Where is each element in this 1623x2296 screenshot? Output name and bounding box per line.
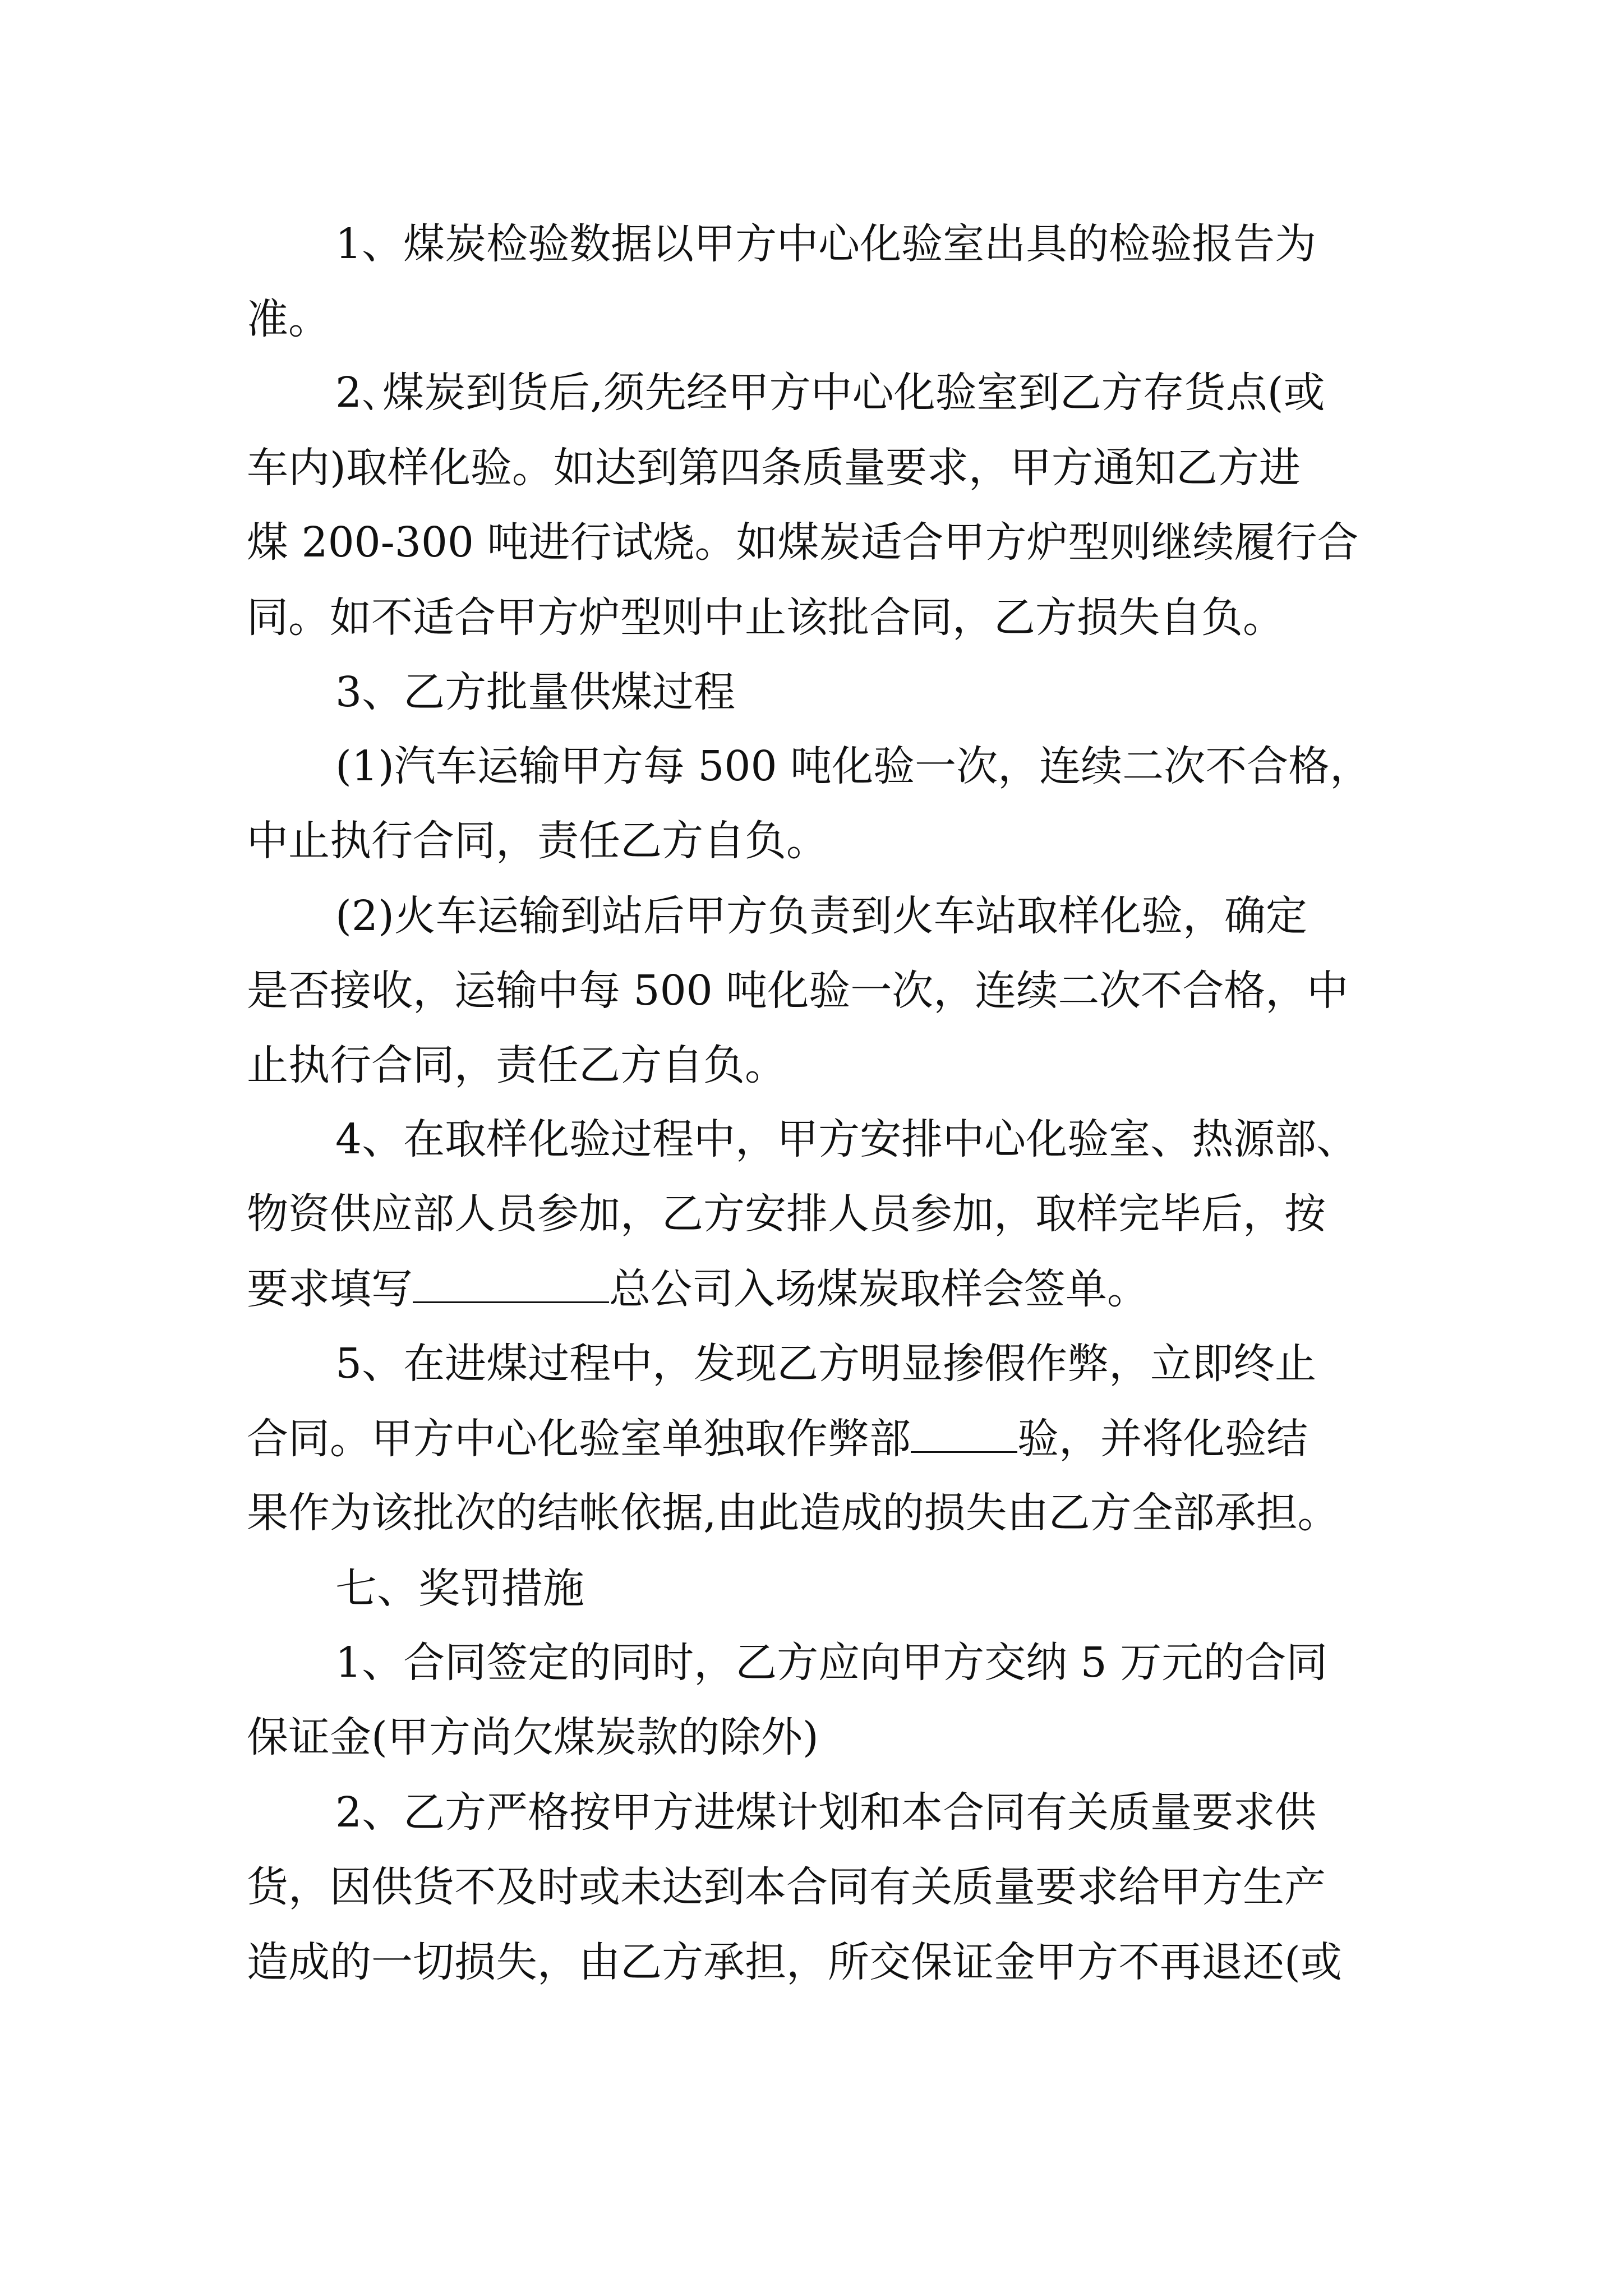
paragraph-3-1-line-2: 中止执行合同，责任乙方自负。 <box>247 817 828 865</box>
paragraph-4-line-2: 物资供应部人员参加，乙方安排人员参加，取样完毕后，按 <box>247 1190 1326 1238</box>
paragraph-4-line-3-start: 要求填写 <box>247 1265 413 1313</box>
section-7-item-2-line-1: 2、乙方严格按甲方进煤计划和本合同有关质量要求供 <box>335 1788 1317 1837</box>
paragraph-2-line-4: 同。如不适合甲方炉型则中止该批合同，乙方损失自负。 <box>247 593 1284 642</box>
paragraph-4-line-3-end: 总公司入场煤炭取样会签单。 <box>609 1265 1149 1313</box>
section-7-item-2-line-3: 造成的一切损失，由乙方承担，所交保证金甲方不再退还(或 <box>247 1938 1342 1986</box>
paragraph-5-line-2-end: 验，并将化验结 <box>1017 1415 1308 1463</box>
paragraph-1-line-2: 准。 <box>247 295 330 343</box>
paragraph-4-line-3 <box>247 1262 1149 1316</box>
paragraph-2-line-2: 车内)取样化验。如达到第四条质量要求，甲方通知乙方进 <box>247 444 1301 492</box>
paragraph-5-line-1: 5、在进煤过程中，发现乙方明显掺假作弊，立即终止 <box>335 1340 1317 1388</box>
paragraph-5-line-2-start: 合同。甲方中心化验室单独取作弊部 <box>247 1415 911 1463</box>
paragraph-3-2-line-2: 是否接收，运输中每 500 吨化验一次，连续二次不合格，中 <box>247 967 1349 1015</box>
section-7-item-2-line-2: 货，因供货不及时或未达到本合同有关质量要求给甲方生产 <box>247 1863 1326 1911</box>
paragraph-2-line-1: 2､煤炭到货后,须先经甲方中心化验室到乙方存货点(或 <box>335 369 1325 417</box>
fill-in-blank-company <box>413 1268 609 1303</box>
section-7-item-1-line-1: 1、合同签定的同时，乙方应向甲方交纳 5 万元的合同 <box>335 1639 1328 1687</box>
paragraph-5-line-2 <box>247 1412 1308 1466</box>
fill-in-blank-sample <box>911 1418 1017 1453</box>
paragraph-3-1-line-1: (1)汽车运输甲方每 500 吨化验一次，连续二次不合格， <box>335 742 1372 790</box>
paragraph-4-line-1: 4、在取样化验过程中，甲方安排中心化验室、热源部、 <box>335 1115 1358 1163</box>
paragraph-3-2-line-3: 止执行合同，责任乙方自负。 <box>247 1041 786 1089</box>
section-7-heading: 七、奖罚措施 <box>335 1565 584 1613</box>
paragraph-2-line-3: 煤 200-300 吨进行试烧。如煤炭适合甲方炉型则继续履行合 <box>247 518 1359 567</box>
paragraph-5-line-3: 果作为该批次的结帐依据,由此造成的损失由乙方全部承担。 <box>247 1489 1339 1537</box>
paragraph-3-2-line-1: (2)火车运输到站后甲方负责到火车站取样化验，确定 <box>335 892 1307 940</box>
section-7-item-1-line-2: 保证金(甲方尚欠煤炭款的除外) <box>247 1713 819 1761</box>
paragraph-3-heading: 3、乙方批量供煤过程 <box>335 668 736 716</box>
paragraph-1-line-1: 1、煤炭检验数据以甲方中心化验室出具的检验报告为 <box>335 220 1317 268</box>
